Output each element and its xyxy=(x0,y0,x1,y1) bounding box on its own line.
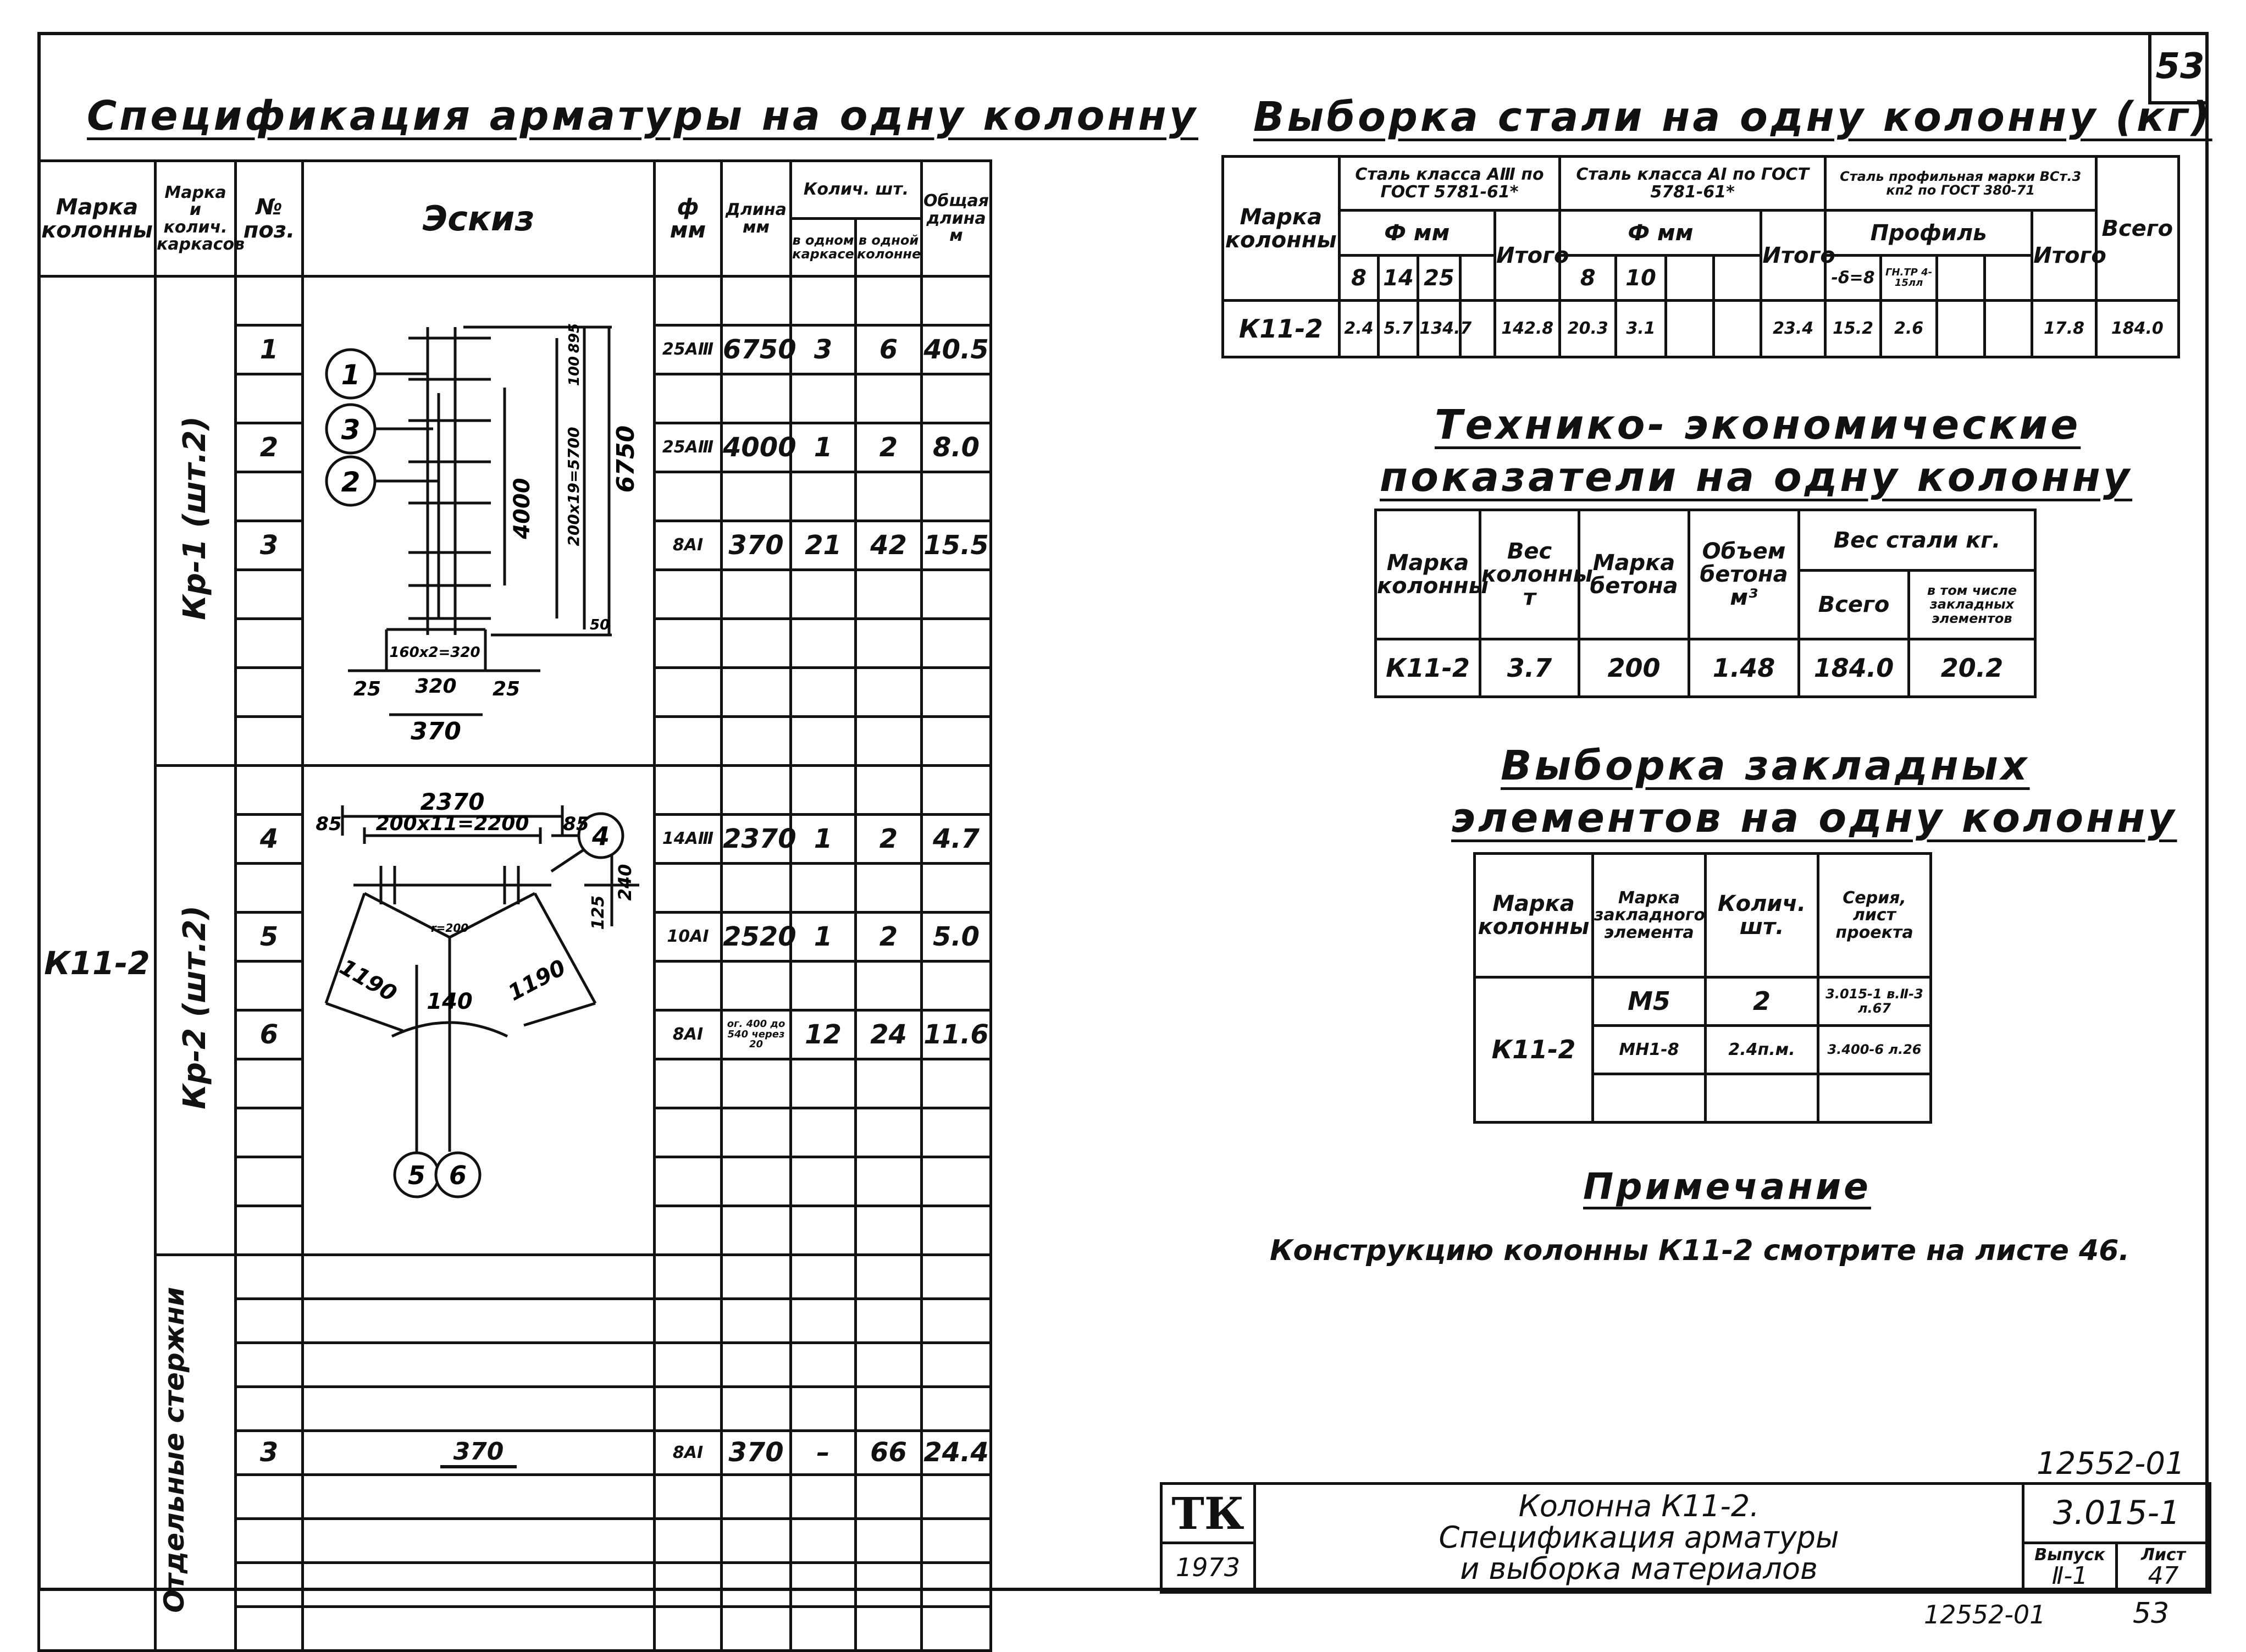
diam-cell: 8АⅠ xyxy=(655,1010,722,1059)
steel-prof-0: 15.2 xyxy=(1825,301,1881,357)
steel-mark: К11-2 xyxy=(1223,301,1340,357)
callout-4: 4 xyxy=(591,821,610,851)
steel-d-a3-0: 8 xyxy=(1339,256,1379,301)
steel-table xyxy=(1221,155,2180,358)
tech-h-obem: Объем бетона м³ xyxy=(1689,510,1799,639)
k2-cell: 2 xyxy=(856,913,922,962)
embed-h-kol: Колич. шт. xyxy=(1706,854,1818,977)
tech-ves: 3.7 xyxy=(1480,639,1579,697)
tech-title-1: Технико- экономические xyxy=(1435,401,2081,449)
dim-25-right: 25 xyxy=(492,678,521,700)
group-kr1 xyxy=(156,277,236,766)
total-cell: 4.7 xyxy=(922,815,991,864)
dim-85-left: 85 xyxy=(316,813,342,835)
steel-h-fmm-a1: Ф мм xyxy=(1560,211,1761,256)
table-row xyxy=(1475,977,1931,1026)
stamp-list: 47 xyxy=(2148,1562,2179,1590)
stamp-vyp-cell xyxy=(2023,1543,2117,1593)
tech-h-beton: Марка бетона xyxy=(1579,510,1689,639)
tech-table xyxy=(1374,509,2037,698)
k2-cell: 2 xyxy=(856,815,922,864)
steel-d-a1-0: 8 xyxy=(1560,256,1616,301)
k2-cell: 24 xyxy=(856,1010,922,1059)
pos-cell: 3 xyxy=(236,1431,303,1475)
dim-1190-left: 1190 xyxy=(335,954,401,1007)
k2-cell: 42 xyxy=(856,521,922,570)
diam-cell: 14АⅢ xyxy=(655,815,722,864)
sketch-kr1 xyxy=(304,278,650,761)
group-separate xyxy=(156,1255,236,1651)
len-cell: ог. 400 до 540 через 20 xyxy=(722,1010,791,1059)
stamp-table xyxy=(1160,1482,2211,1594)
stamp-org-cell xyxy=(1161,1484,1255,1543)
table-row xyxy=(1376,639,2035,697)
h-v-karkase: в одном каркасе xyxy=(791,219,856,277)
steel-h-fmm-a3: Ф мм xyxy=(1339,211,1495,256)
stamp-vyp: Ⅱ-1 xyxy=(2051,1562,2088,1590)
embed-kol: 2 xyxy=(1706,977,1818,1026)
stamp-list-label: Лист xyxy=(2140,1545,2186,1565)
steel-h-a3: Сталь класса АⅢ по ГОСТ 5781-61* xyxy=(1339,157,1560,211)
stamp-vyp-label: Выпуск xyxy=(2034,1545,2105,1565)
steel-h-itogo-a1: Итого xyxy=(1761,211,1825,301)
tech-h-stal: Вес стали кг. xyxy=(1799,510,2035,571)
dim-85-right: 85 xyxy=(563,813,589,835)
spec-table xyxy=(37,159,992,1652)
k1-cell: 3 xyxy=(791,325,856,374)
page-number: 53 xyxy=(2155,46,2205,87)
embed-mark: К11-2 xyxy=(1475,977,1593,1123)
steel-a1-0: 20.3 xyxy=(1560,301,1616,357)
tech-mark: К11-2 xyxy=(1376,639,1480,697)
stamp-org: ТК xyxy=(1171,1487,1244,1539)
k1-cell: 1 xyxy=(791,423,856,472)
stamp-list-cell xyxy=(2117,1543,2210,1593)
embed-el: М5 xyxy=(1593,977,1706,1026)
k1-cell: 1 xyxy=(791,815,856,864)
h-v-kolonne: в одной колонне xyxy=(856,219,922,277)
k2-cell: 66 xyxy=(856,1431,922,1475)
dim-25-left: 25 xyxy=(353,678,381,700)
diam-cell: 8АⅠ xyxy=(655,1431,722,1475)
group-kr2 xyxy=(156,766,236,1255)
h-marka-karkasov: Марка и колич. каркасов xyxy=(156,161,236,277)
embed-table xyxy=(1473,852,1932,1124)
k1-cell: 1 xyxy=(791,913,856,962)
tech-beton: 200 xyxy=(1579,639,1689,697)
embed-h-seria: Серия, лист проекта xyxy=(1818,854,1931,977)
h-kolich: Колич. шт. xyxy=(791,161,922,219)
diam-cell: 25АⅢ xyxy=(655,423,722,472)
dim-320: 320 xyxy=(415,675,457,698)
steel-d-prof-0: -δ=8 xyxy=(1825,256,1881,301)
callout-5: 5 xyxy=(407,1161,426,1190)
len-cell: 370 xyxy=(722,1431,791,1475)
sketch-kr2 xyxy=(304,767,650,1251)
dim-5700: 200х19=5700 xyxy=(565,427,583,546)
steel-h-vsego: Всего xyxy=(2096,157,2178,301)
h-eskiz: Эскиз xyxy=(303,161,655,277)
column-mark-cell: К11-2 xyxy=(39,277,156,1651)
k2-cell: 6 xyxy=(856,325,922,374)
tech-h-vsego: Всего xyxy=(1799,571,1909,639)
steel-a1-1: 3.1 xyxy=(1616,301,1666,357)
k1-cell: 12 xyxy=(791,1010,856,1059)
diam-cell: 8АⅠ xyxy=(655,521,722,570)
h-nomer-poz: № поз. xyxy=(236,161,303,277)
pos-cell: 4 xyxy=(236,815,303,864)
len-cell: 2370 xyxy=(722,815,791,864)
steel-a3-2: 134.7 xyxy=(1418,301,1460,357)
stamp-code: 12552-01 xyxy=(2037,1446,2185,1482)
tech-obem: 1.48 xyxy=(1689,639,1799,697)
steel-a1-total: 23.4 xyxy=(1761,301,1825,357)
steel-h-a1: Сталь класса АⅠ по ГОСТ 5781-61* xyxy=(1560,157,1825,211)
embed-title-2: элементов на одну колонну xyxy=(1451,794,2177,842)
steel-a3-total: 142.8 xyxy=(1495,301,1560,357)
h-obshaya: Общая длина м xyxy=(922,161,991,277)
dim-370: 370 xyxy=(411,717,461,745)
h-diam: ф мм xyxy=(655,161,722,277)
sketch-kr1-cell xyxy=(303,277,655,766)
diam-cell: 10АⅠ xyxy=(655,913,722,962)
pos-cell: 3 xyxy=(236,521,303,570)
callout-1: 1 xyxy=(341,359,361,391)
len-cell: 370 xyxy=(722,521,791,570)
steel-prof-total: 17.8 xyxy=(2032,301,2096,357)
len-cell: 6750 xyxy=(722,325,791,374)
stamp-title-cell xyxy=(1255,1484,2023,1593)
embed-title-1: Выборка закладных xyxy=(1501,742,2030,789)
dim-4000: 4000 xyxy=(510,478,535,539)
embed-kol: 2.4п.м. xyxy=(1706,1026,1818,1074)
k1-cell: 21 xyxy=(791,521,856,570)
embed-h-zakl: Марка закладного элемента xyxy=(1593,854,1706,977)
tech-h-zakl: в том числе закладных элементов xyxy=(1909,571,2035,639)
pos-cell: 1 xyxy=(236,325,303,374)
diam-cell: 25АⅢ xyxy=(655,325,722,374)
dim-125: 125 xyxy=(589,895,608,930)
embed-seria: 3.015-1 в.Ⅱ-3 л.67 xyxy=(1818,977,1931,1026)
tech-zakl: 20.2 xyxy=(1909,639,2035,697)
pos-cell: 2 xyxy=(236,423,303,472)
total-cell: 5.0 xyxy=(922,913,991,962)
footer-code: 12552-01 xyxy=(1924,1600,2046,1629)
steel-h-itogo-prof: Итого xyxy=(2032,211,2096,301)
stamp-series: 3.015-1 xyxy=(2023,1484,2210,1543)
group-kr1-label: Кр-1 (шт.2) xyxy=(177,416,213,621)
dim-160x2: 160х2=320 xyxy=(389,644,480,661)
dim-2200: 200х11=2200 xyxy=(375,813,529,835)
len-cell: 4000 xyxy=(722,423,791,472)
note-text: Конструкцию колонны К11-2 смотрите на листе 46. xyxy=(1270,1234,2130,1267)
callout-3: 3 xyxy=(341,414,361,446)
steel-a3-1: 5.7 xyxy=(1379,301,1418,357)
steel-h-profil: Профиль xyxy=(1825,211,2032,256)
dim-895: 895 xyxy=(566,323,583,353)
table-row xyxy=(1223,301,2179,357)
embed-seria: 3.400-6 л.26 xyxy=(1818,1026,1931,1074)
h-marka-kolonny: Марка колонны xyxy=(39,161,156,277)
dim-6750: 6750 xyxy=(612,425,640,493)
embed-el: МН1-8 xyxy=(1593,1026,1706,1074)
dim-2370: 2370 xyxy=(420,788,485,815)
stamp-year: 1973 xyxy=(1161,1543,1255,1593)
steel-h-marka: Марка колонны xyxy=(1223,157,1340,301)
steel-d-a1-1: 10 xyxy=(1616,256,1666,301)
steel-total: 184.0 xyxy=(2096,301,2178,357)
note-title: Примечание xyxy=(1583,1165,1871,1208)
dim-140: 140 xyxy=(427,989,473,1014)
spec-title: Спецификация арматуры на одну колонну xyxy=(87,92,1198,140)
dim-50: 50 xyxy=(590,617,610,633)
callout-2: 2 xyxy=(341,466,361,498)
steel-title: Выборка стали на одну колонну (кг) xyxy=(1253,93,2212,141)
dim-240: 240 xyxy=(615,864,635,901)
steel-h-prof: Сталь профильная марки ВСт.3 кп2 по ГОСТ 380-71 xyxy=(1825,157,2096,211)
callout-6: 6 xyxy=(449,1161,467,1190)
sketch-kr2-cell xyxy=(303,766,655,1255)
steel-h-itogo-a3: Итого xyxy=(1495,211,1560,301)
dim-100: 100 xyxy=(566,356,583,386)
pos-cell: 5 xyxy=(236,913,303,962)
pos-cell: 6 xyxy=(236,1010,303,1059)
h-dlina: Длина мм xyxy=(722,161,791,277)
group-kr2-label: Кр-2 (шт.2) xyxy=(177,905,213,1110)
embed-h-marka: Марка колонны xyxy=(1475,854,1593,977)
stamp-line-2: Спецификация арматуры xyxy=(1439,1520,1839,1555)
stamp-line-3: и выборка материалов xyxy=(1460,1551,1818,1586)
tech-h-ves: Вес колонны т xyxy=(1480,510,1579,639)
steel-prof-1: 2.6 xyxy=(1881,301,1937,357)
len-cell: 2520 xyxy=(722,913,791,962)
tech-vsego: 184.0 xyxy=(1799,639,1909,697)
steel-d-a3-2: 25 xyxy=(1418,256,1460,301)
dim-1190-right: 1190 xyxy=(504,955,570,1006)
stamp-line-1: Колонна К11-2. xyxy=(1518,1489,1760,1524)
group-separate-label: Отдельные стержни xyxy=(158,1287,190,1614)
tech-title-2: показатели на одну колонну xyxy=(1380,454,2133,501)
total-cell: 40.5 xyxy=(922,325,991,374)
k2-cell: 2 xyxy=(856,423,922,472)
footer-page: 53 xyxy=(2133,1597,2170,1630)
dim-r200: r=200 xyxy=(430,921,469,935)
steel-d-a3-1: 14 xyxy=(1379,256,1418,301)
tech-h-marka: Марка колонны xyxy=(1376,510,1480,639)
steel-a3-0: 2.4 xyxy=(1339,301,1379,357)
total-cell: 8.0 xyxy=(922,423,991,472)
total-cell: 11.6 xyxy=(922,1010,991,1059)
k1-cell: – xyxy=(791,1431,856,1475)
sketch-bar-cell xyxy=(303,1431,655,1475)
total-cell: 24.4 xyxy=(922,1431,991,1475)
sketch-bar-dim: 370 xyxy=(440,1439,517,1468)
total-cell: 15.5 xyxy=(922,521,991,570)
steel-d-prof-1: ГН.ТР 4-15лл xyxy=(1881,256,1937,301)
